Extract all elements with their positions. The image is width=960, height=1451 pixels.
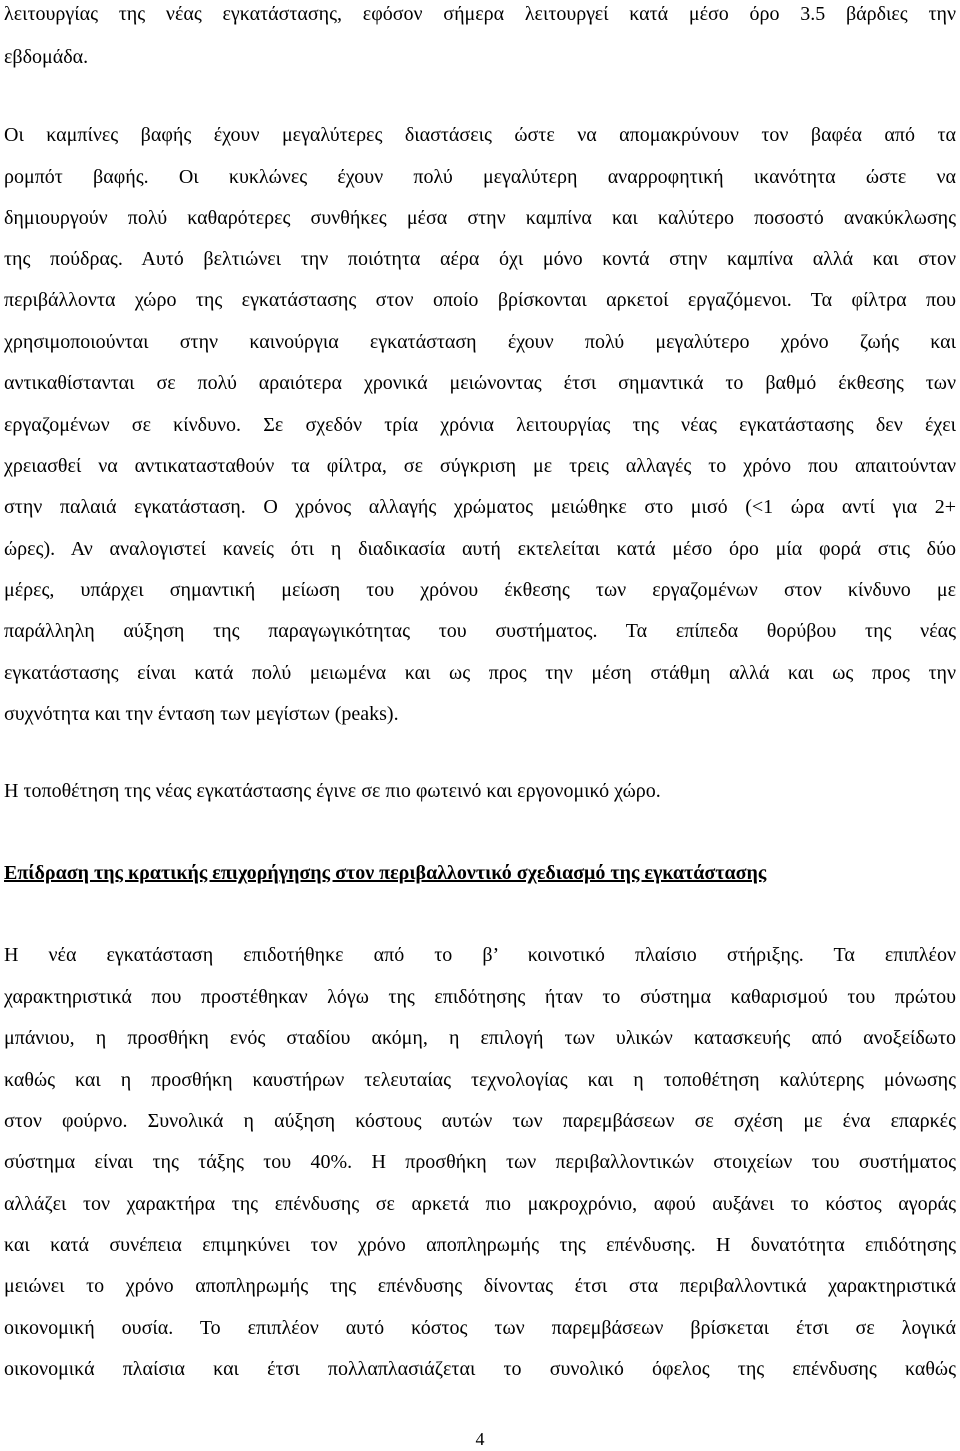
text-line: εργαζομένων σε κίνδυνο. Σε σχεδόν τρία χρόνια λειτουργίας της νέας εγκατάστασης δεν έχει [4,414,956,436]
text-line: παράλληλη αύξηση της παραγωγικότητας του συστήματος. Τα επίπεδα θορύβου της νέας [4,620,956,642]
text-line: στην παλαιά εγκατάσταση. Ο χρόνος αλλαγής χρώματος μειώθηκε στο μισό (<1 ώρα αντί για 2+ [4,496,956,518]
text-line: εβδομάδα. [4,46,89,68]
text-line: στον φούρνο. Συνολικά η αύξηση κόστους αυτών των παρεμβάσεων σε σχέση με ένα επαρκές [4,1110,956,1132]
text-line: αντικαθίστανται σε πολύ αραιότερα χρονικά μειώνοντας έτσι σημαντικά το βαθμό έκθεσης των [4,372,956,394]
text-line: αλλάζει τον χαρακτήρα της επένδυσης σε αρκετά πιο μακροχρόνιο, αφού αυξάνει το κόστος αγοράς [4,1193,956,1215]
text-line: Η νέα εγκατάσταση επιδοτήθηκε από το β’ κοινοτικό πλαίσιο στήριξης. Τα επιπλέον [4,944,956,966]
text-line: και κατά συνέπεια επιμηκύνει τον χρόνο αποπληρωμής της επένδυσης. Η δυνατότητα επιδότησης [4,1234,956,1256]
page-number: 4 [475,1429,485,1449]
text-line: χρησιμοποιούνται στην καινούργια εγκατάσταση έχουν πολύ μεγαλύτερο χρόνο ζωής και [4,331,956,353]
text-line: καθώς και η προσθήκη καυστήρων τελευταίας τεχνολογίας και η τοποθέτηση καλύτερης μόνωσης [4,1069,956,1091]
text-line: λειτουργίας της νέας εγκατάστασης, εφόσον σήμερα λειτουργεί κατά μέσο όρο 3.5 βάρδιες την [4,3,956,25]
text-line: οικονομική ουσία. Το επιπλέον αυτό κόστος των παρεμβάσεων βρίσκεται έτσι σε λογικά [4,1317,956,1339]
text-line: της πούδρας. Αυτό βελτιώνει την ποιότητα αέρα όχι μόνο κοντά στην καμπίνα αλλά και στον [4,248,956,270]
text-line: οικονομικά πλαίσια και έτσι πολλαπλασιάζεται το συνολικό όφελος της επένδυσης καθώς [4,1358,956,1380]
text-line: μέρες, υπάρχει σημαντική μείωση του χρόνου έκθεσης των εργαζομένων στον κίνδυνο με [4,579,956,601]
text-line: εγκατάστασης είναι κατά πολύ μειωμένα και ως προς την μέση στάθμη αλλά και ως προς την [4,662,956,684]
text-line: Η τοποθέτηση της νέας εγκατάστασης έγινε σε πιο φωτεινό και εργονομικό χώρο. [4,780,661,802]
text-line: δημιουργούν πολύ καθαρότερες συνθήκες μέσα στην καμπίνα και καλύτερο ποσοστό ανακύκλωσης [4,207,956,229]
text-line: περιβάλλοντα χώρο της εγκατάστασης στον οποίο βρίσκονται αρκετοί εργαζόμενοι. Τα φίλτρα που [4,289,956,311]
text-line: Οι καμπίνες βαφής έχουν μεγαλύτερες διαστάσεις ώστε να απομακρύνουν τον βαφέα από τα [4,124,956,146]
text-line: ώρες). Αν αναλογιστεί κανείς ότι η διαδικασία αυτή εκτελείται κατά μέσο όρο μία φορά στις δύο [4,538,956,560]
text-line: χαρακτηριστικά που προστέθηκαν λόγω της επιδότησης ήταν το σύστημα καθαρισμού του πρώτου [4,986,956,1008]
section-heading: Επίδραση της κρατικής επιχορήγησης στον περιβαλλοντικό σχεδιασμό της εγκατάστασης [4,862,767,884]
text-line: χρειασθεί να αντικατασταθούν τα φίλτρα, σε σύγκριση με τρεις αλλαγές το χρόνο που απαιτούνταν [4,455,956,477]
text-line: ρομπότ βαφής. Οι κυκλώνες έχουν πολύ μεγαλύτερη αναρροφητική ικανότητα ώστε να [4,166,956,188]
text-line: μπάνιου, η προσθήκη ενός σταδίου ακόμη, η επιλογή των υλικών κατασκευής από ανοξείδωτο [4,1027,956,1049]
text-line: μειώνει το χρόνο αποπληρωμής της επένδυσης δίνοντας έτσι στα περιβαλλοντικά χαρακτηριστικά [4,1275,956,1297]
text-line: συχνότητα και την ένταση των μεγίστων (peaks). [4,703,399,725]
text-line: σύστημα είναι της τάξης του 40%. Η προσθήκη των περιβαλλοντικών στοιχείων του συστήματος [4,1151,956,1173]
